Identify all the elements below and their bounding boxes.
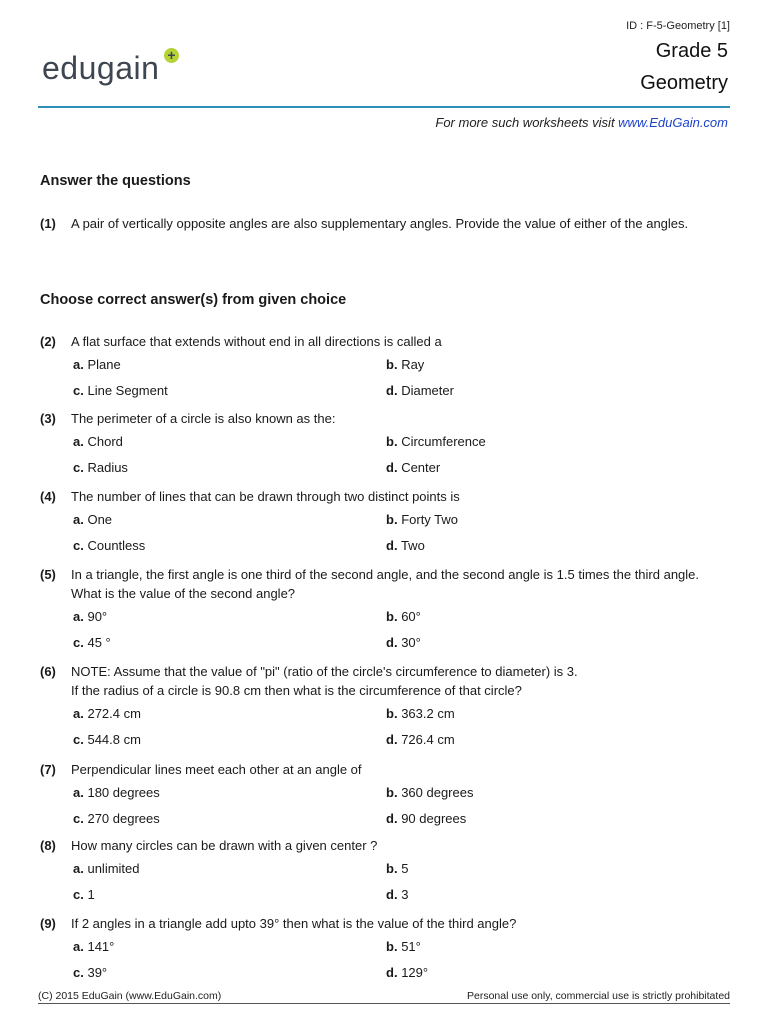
option-text: Plane <box>87 357 121 372</box>
option-letter: a. <box>73 939 84 954</box>
option-letter: d. <box>386 887 398 902</box>
option-a[interactable] <box>73 510 112 529</box>
option-b[interactable] <box>386 355 424 374</box>
option-c[interactable] <box>73 633 111 652</box>
option-letter: a. <box>73 434 84 449</box>
subject-title: Geometry <box>640 72 728 94</box>
edugain-logo <box>42 48 202 92</box>
option-letter: d. <box>386 460 398 475</box>
option-text: Chord <box>87 434 123 449</box>
option-b[interactable] <box>386 937 421 956</box>
option-text: 3 <box>401 887 409 902</box>
option-text: 270 degrees <box>87 811 160 826</box>
option-text: Forty Two <box>401 512 459 527</box>
option-letter: b. <box>386 939 398 954</box>
option-a[interactable] <box>73 783 160 802</box>
option-b[interactable] <box>386 510 458 529</box>
visit-line <box>435 115 728 130</box>
option-text: 45 ° <box>87 635 111 650</box>
option-letter: c. <box>73 887 84 902</box>
question-number: (3) <box>40 411 56 426</box>
option-c[interactable] <box>73 809 160 828</box>
question-text: The perimeter of a circle is also known as the: <box>71 411 336 426</box>
option-text: 30° <box>401 635 421 650</box>
question-number: (5) <box>40 567 56 582</box>
option-letter: b. <box>386 861 398 876</box>
footer-divider <box>38 1003 730 1004</box>
option-text: Ray <box>401 357 425 372</box>
option-text: 180 degrees <box>87 785 160 800</box>
section-choose-title: Choose correct answer(s) from given choice <box>40 292 347 308</box>
option-letter: a. <box>73 706 84 721</box>
question-text: How many circles can be drawn with a given center ? <box>71 838 378 853</box>
option-letter: c. <box>73 635 84 650</box>
option-b[interactable] <box>386 432 486 451</box>
visit-prefix: For more such worksheets visit <box>435 115 619 130</box>
option-letter: a. <box>73 609 84 624</box>
option-letter: c. <box>73 732 84 747</box>
option-text: 129° <box>401 965 429 980</box>
option-letter: d. <box>386 538 398 553</box>
question-number: (7) <box>40 762 56 777</box>
option-text: 90 degrees <box>401 811 467 826</box>
option-letter: a. <box>73 861 84 876</box>
option-text: 1 <box>87 887 95 902</box>
question-text: If 2 angles in a triangle add upto 39° then what is the value of the third angle? <box>71 916 517 931</box>
option-d[interactable] <box>386 809 466 828</box>
option-letter: c. <box>73 383 84 398</box>
option-d[interactable] <box>386 730 455 749</box>
logo-text: edugain <box>42 50 160 86</box>
option-text: 363.2 cm <box>401 706 455 721</box>
option-d[interactable] <box>386 381 454 400</box>
option-a[interactable] <box>73 432 123 451</box>
question-number: (9) <box>40 916 56 931</box>
option-text: Center <box>401 460 441 475</box>
question-text: NOTE: Assume that the value of "pi" (ratio of the circle's circumference to diameter) is 3. If the radius of a circle is 90.8 cm then what is the circumference of that circle? <box>71 664 578 698</box>
option-letter: d. <box>386 383 398 398</box>
option-b[interactable] <box>386 859 408 878</box>
option-letter: b. <box>386 357 398 372</box>
option-d[interactable] <box>386 458 440 477</box>
option-letter: c. <box>73 538 84 553</box>
option-a[interactable] <box>73 355 121 374</box>
option-c[interactable] <box>73 730 141 749</box>
option-letter: b. <box>386 434 398 449</box>
option-text: Circumference <box>401 434 486 449</box>
option-text: 726.4 cm <box>401 732 455 747</box>
option-text: Radius <box>87 460 128 475</box>
option-a[interactable] <box>73 704 141 723</box>
question-text: The number of lines that can be drawn through two distinct points is <box>71 489 460 504</box>
option-text: 141° <box>87 939 115 954</box>
option-text: 90° <box>87 609 108 624</box>
footer-usage-note: Personal use only, commercial use is strictly prohibitated <box>467 990 730 1002</box>
option-text: 360 degrees <box>401 785 474 800</box>
option-letter: d. <box>386 811 398 826</box>
option-letter: a. <box>73 785 84 800</box>
option-text: 39° <box>87 965 108 980</box>
option-text: One <box>87 512 113 527</box>
option-letter: b. <box>386 512 398 527</box>
option-c[interactable] <box>73 458 128 477</box>
question-text: A pair of vertically opposite angles are also supplementary angles. Provide the value of either of the angles. <box>71 216 689 231</box>
header-divider <box>38 106 730 108</box>
option-letter: a. <box>73 512 84 527</box>
option-b[interactable] <box>386 783 473 802</box>
question-text: A flat surface that extends without end in all directions is called a <box>71 334 442 349</box>
option-letter: c. <box>73 965 84 980</box>
option-c[interactable] <box>73 381 168 400</box>
option-text: 272.4 cm <box>87 706 141 721</box>
option-letter: b. <box>386 706 398 721</box>
option-text: Line Segment <box>87 383 168 398</box>
option-d[interactable] <box>386 963 428 982</box>
option-letter: c. <box>73 811 84 826</box>
footer-copyright: (C) 2015 EduGain (www.EduGain.com) <box>38 990 222 1002</box>
option-d[interactable] <box>386 885 408 904</box>
option-a[interactable] <box>73 937 114 956</box>
plus-icon: + <box>164 48 179 63</box>
option-letter: c. <box>73 460 84 475</box>
question-number: (6) <box>40 664 56 679</box>
option-a[interactable] <box>73 859 140 878</box>
option-letter: a. <box>73 357 84 372</box>
question-number: (8) <box>40 838 56 853</box>
question-text: Perpendicular lines meet each other at an angle of <box>71 762 362 777</box>
option-letter: d. <box>386 965 398 980</box>
option-b[interactable] <box>386 704 455 723</box>
option-text: 51° <box>401 939 421 954</box>
option-c[interactable] <box>73 885 95 904</box>
question-number: (1) <box>40 216 56 231</box>
section-answer-title: Answer the questions <box>40 173 191 189</box>
option-letter: b. <box>386 609 398 624</box>
option-letter: d. <box>386 635 398 650</box>
option-a[interactable] <box>73 607 107 626</box>
option-text: unlimited <box>87 861 140 876</box>
option-d[interactable] <box>386 633 421 652</box>
edugain-link[interactable]: www.EduGain.com <box>618 115 728 130</box>
option-text: Countless <box>87 538 146 553</box>
question-number: (4) <box>40 489 56 504</box>
option-letter: b. <box>386 785 398 800</box>
option-text: 544.8 cm <box>87 732 141 747</box>
option-text: Two <box>400 538 425 553</box>
grade-title: Grade 5 <box>655 40 728 62</box>
option-text: Diameter <box>401 383 454 398</box>
option-c[interactable] <box>73 963 107 982</box>
option-text: 5 <box>401 861 409 876</box>
option-b[interactable] <box>386 607 421 626</box>
option-d[interactable] <box>386 536 425 555</box>
option-c[interactable] <box>73 536 145 555</box>
question-number: (2) <box>40 334 56 349</box>
question-text: In a triangle, the first angle is one third of the second angle, and the second angle is 1.5 times the third angle. What is the value of the second angle? <box>71 567 700 601</box>
option-letter: d. <box>386 732 398 747</box>
document-id: ID : F-5-Geometry [1] <box>626 20 730 32</box>
option-text: 60° <box>401 609 421 624</box>
